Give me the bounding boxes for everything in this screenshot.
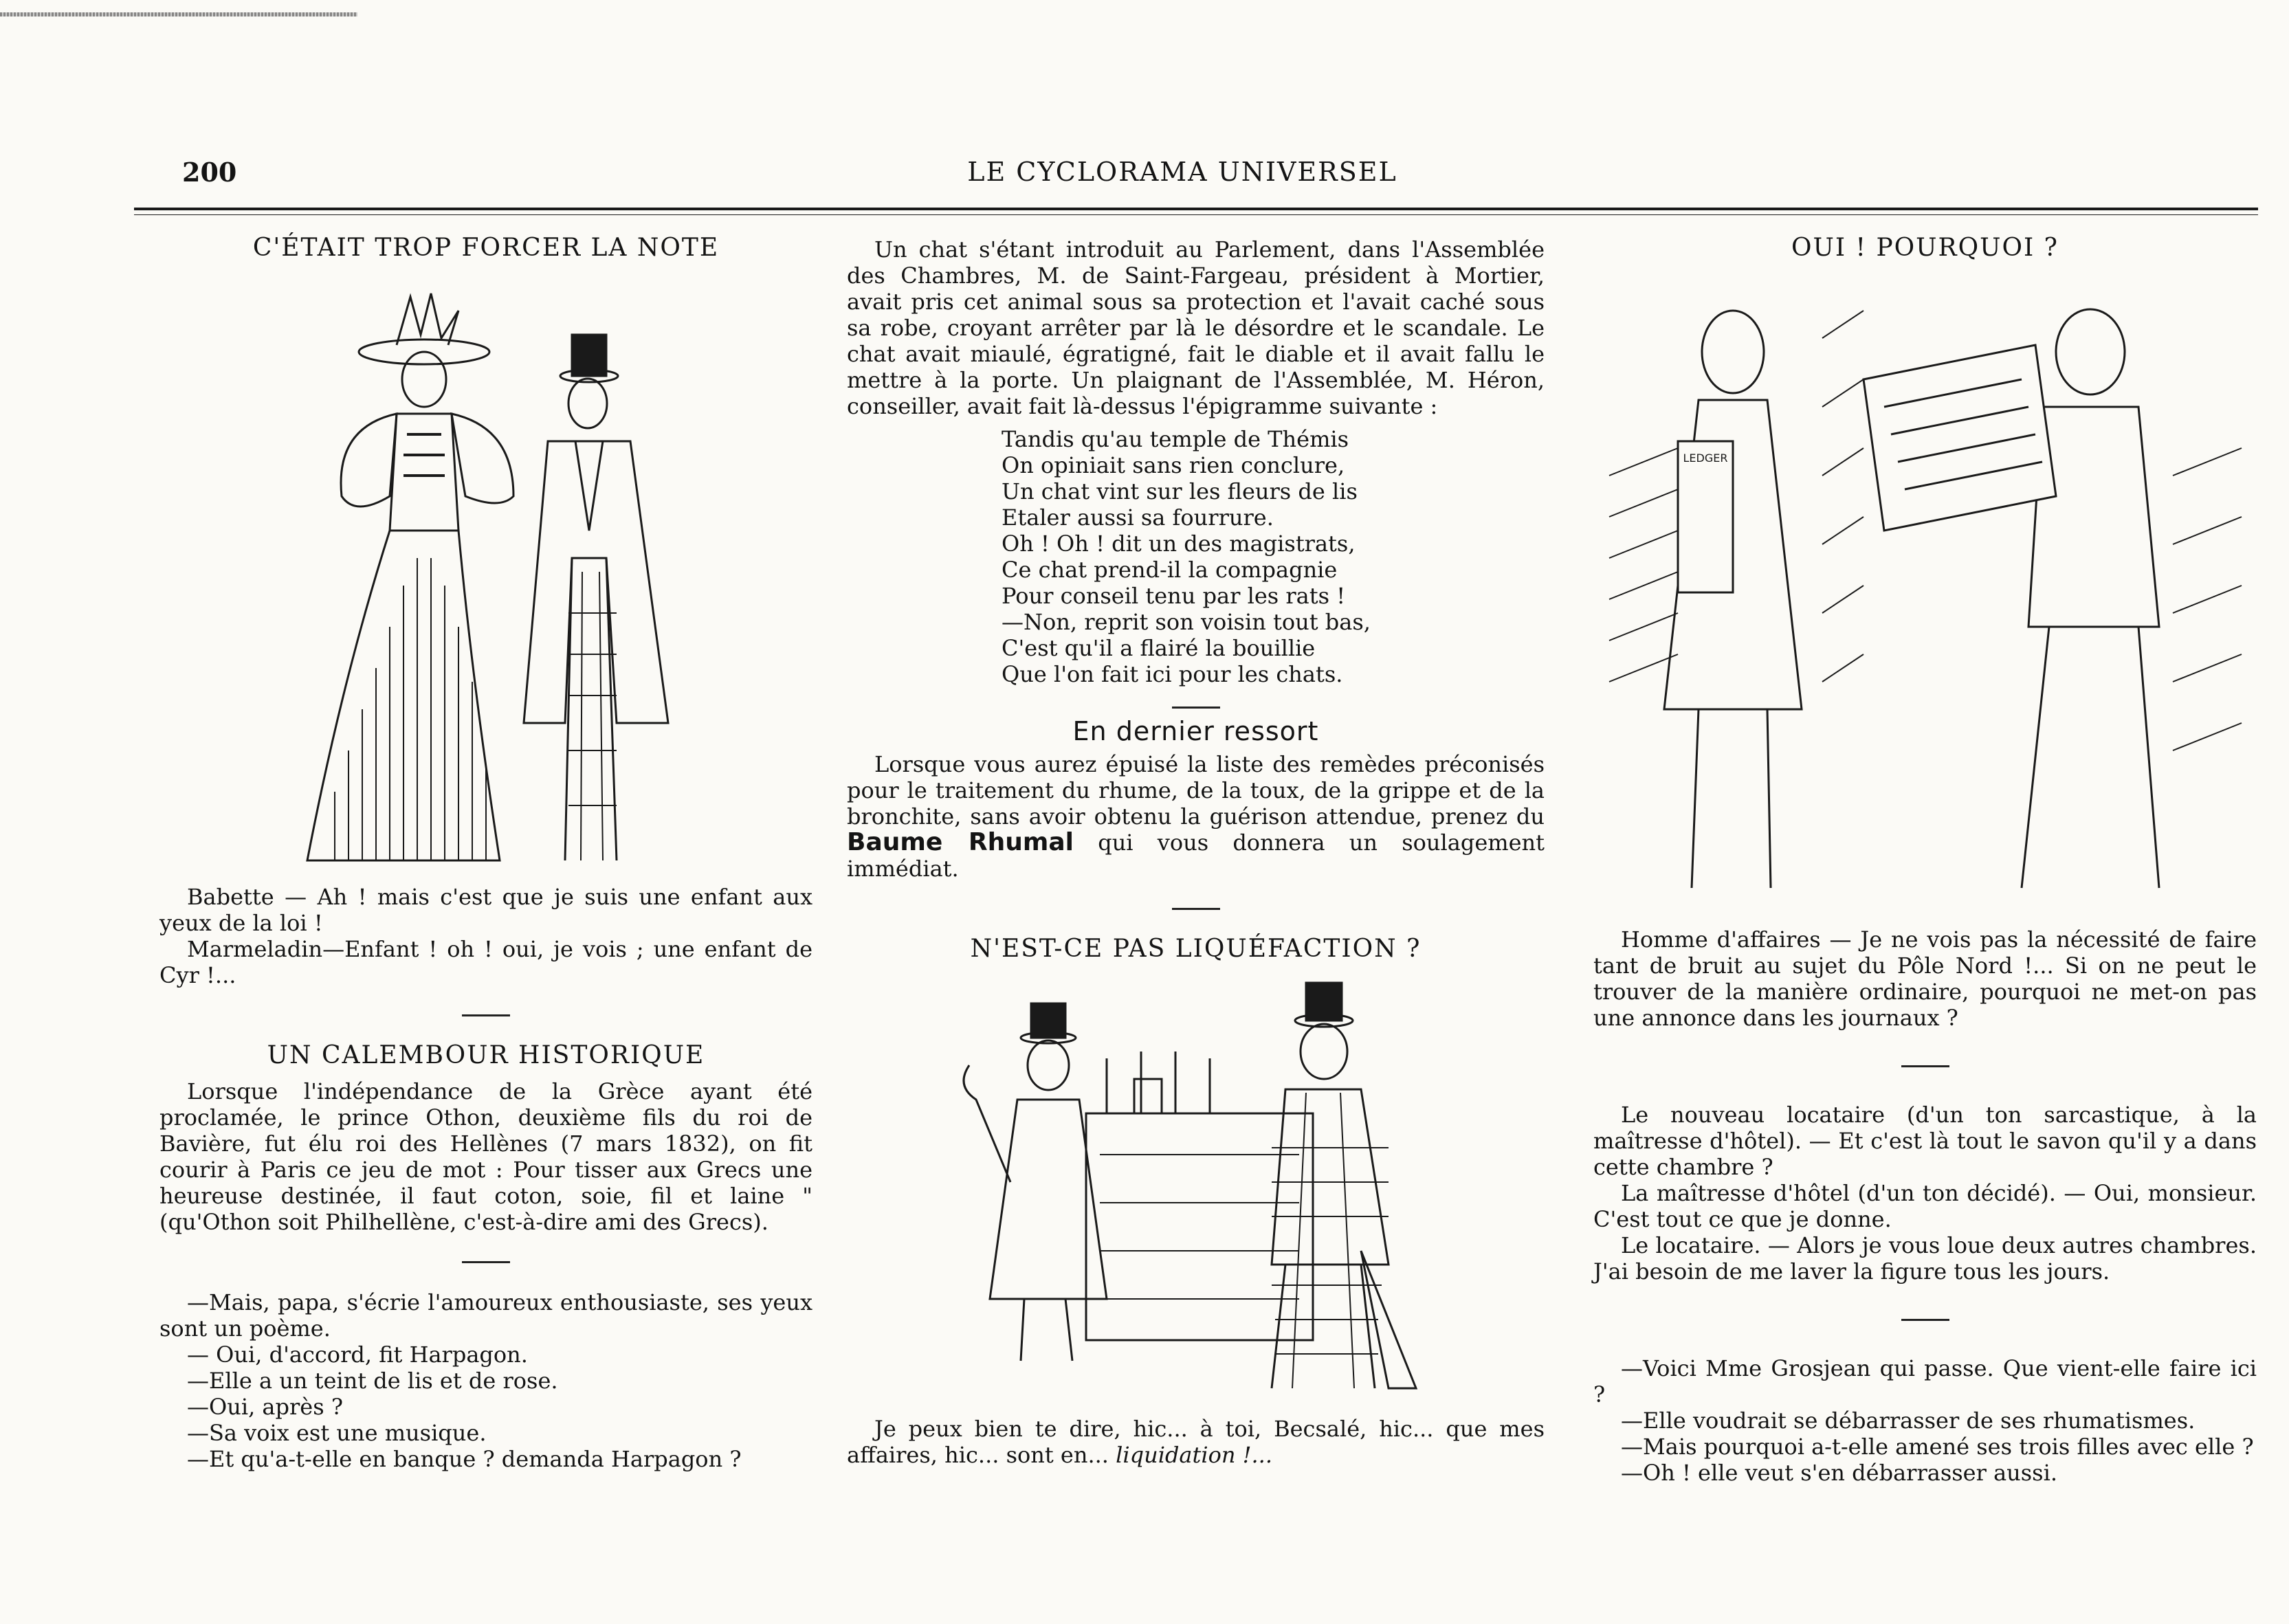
column-left <box>159 227 812 1472</box>
advertisement-title: En dernier ressort <box>1072 716 1319 746</box>
verse-line: On opiniait sans rien conclure, <box>1002 452 1345 478</box>
verse-line: Pour conseil tenu par les rats ! <box>1002 583 1346 609</box>
verse-line: Tandis qu'au temple de Thémis <box>1002 426 1349 452</box>
brand-name: Baume Rhumal <box>847 828 1074 856</box>
verse-line: Que l'on fait ici pour les chats. <box>1002 661 1343 687</box>
dialogue-line: — Oui, d'accord, fit Harpagon. <box>187 1342 528 1368</box>
separator-rule <box>462 1261 510 1263</box>
illustration-businessmen <box>1595 269 2255 915</box>
verse-line: C'est qu'il a flairé la bouillie <box>1002 635 1316 661</box>
verse-line: Oh ! Oh ! dit un des magistrats, <box>1002 531 1356 557</box>
dialogue-line: —Oui, après ? <box>187 1394 343 1420</box>
dialogue-babette: Babette — Ah ! mais c'est que je suis une enfant aux yeux de la loi ! <box>159 884 812 936</box>
ad-text-after: qui vous donnera un soulagement immédiat. <box>847 830 1545 882</box>
verse-line: Un chat vint sur les fleurs de lis <box>1002 478 1358 504</box>
running-title: LE CYCLORAMA UNIVERSEL <box>967 157 1397 187</box>
ledger-label: LEDGER <box>1683 452 1727 465</box>
caption-text: Je peux bien te dire, hic... à toi, Becsalé, hic... que mes affaires, hic... sont en... <box>847 1416 1545 1468</box>
epigram-verse <box>1002 426 1545 687</box>
separator-rule <box>462 1014 510 1016</box>
dialogue-line: Le nouveau locataire (d'un ton sarcastique, à la maîtresse d'hôtel). — Et c'est là tout le savon qu'il y a dans cette chambre ? <box>1593 1102 2257 1180</box>
verse-line: Ce chat prend-il la compagnie <box>1002 557 1338 583</box>
illustration-couple <box>294 269 678 874</box>
section-title: N'EST-CE PAS LIQUÉFACTION ? <box>970 935 1422 963</box>
separator-rule <box>1901 1065 1949 1067</box>
dialogue-line: La maîtresse d'hôtel (d'un ton décidé). — Oui, monsieur. C'est tout ce que je donne. <box>1593 1180 2257 1232</box>
paragraph: Un chat s'étant introduit au Parlement, dans l'Assemblée des Chambres, M. de Saint-Fargeau, président à Mortier, avait pris cet animal sous sa protection et l'avait caché sous sa robe, croyant arrêter par là le désordre et le scandale. Le chat avait miaulé, égratigné, fait le diable et il avait fallu le mettre à la porte. Un plaignant de l'Assemblée, M. Héron, conseiller, avait fait là-dessus l'épigramme suivante : <box>847 236 1545 419</box>
dialogue-line: —Mais pourquoi a-t-elle amené ses trois filles avec elle ? <box>1621 1434 2254 1460</box>
section-title: OUI ! POURQUOI ? <box>1791 234 2059 262</box>
dialogue-line: —Oh ! elle veut s'en débarrasser aussi. <box>1621 1460 2057 1486</box>
column-middle <box>847 227 1545 1468</box>
header-rule-thin <box>134 214 2258 215</box>
scan-edge-mark <box>0 12 357 16</box>
dialogue-line: —Et qu'a-t-elle en banque ? demanda Harpagon ? <box>187 1446 742 1472</box>
verse-line: —Non, reprit son voisin tout bas, <box>1002 609 1371 635</box>
dialogue-line: —Sa voix est une musique. <box>187 1420 487 1446</box>
dialogue-marmeladin: Marmeladin—Enfant ! oh ! oui, je vois ; une enfant de Cyr !... <box>159 936 812 988</box>
illustration-bar-scene <box>949 976 1444 1402</box>
ad-text-before: Lorsque vous aurez épuisé la liste des remèdes préconisés pour le traitement du rhume, de la toux, de la grippe et de la bronchite, sans avoir obtenu la guérison attendue, prenez du <box>847 751 1545 830</box>
dialogue-businessman: Homme d'affaires — Je ne vois pas la nécessité de faire tant de bruit au sujet du Pôle Nord !... Si on ne peut le trouver de la manière ordinaire, pourquoi ne met-on pas une annonce dans les journaux ? <box>1593 926 2257 1031</box>
separator-rule <box>1901 1319 1949 1321</box>
dialogue-line: —Elle a un teint de lis et de rose. <box>187 1368 558 1394</box>
column-right <box>1593 227 2257 1486</box>
illustration-caption <box>847 1416 1545 1468</box>
dialogue-line: —Mais, papa, s'écrie l'amoureux enthousiaste, ses yeux sont un poème. <box>159 1289 812 1342</box>
dialogue-line: —Elle voudrait se débarrasser de ses rhumatismes. <box>1621 1408 2196 1434</box>
header-rule <box>134 208 2258 210</box>
separator-rule <box>1172 707 1220 709</box>
dialogue-line: —Voici Mme Grosjean qui passe. Que vient-elle faire ici ? <box>1593 1355 2257 1408</box>
page-number: 200 <box>182 157 237 188</box>
caption-italic: liquidation !... <box>1116 1442 1273 1468</box>
section-title: C'ÉTAIT TROP FORCER LA NOTE <box>252 234 720 262</box>
dialogue-line: Le locataire. — Alors je vous loue deux autres chambres. J'ai besoin de me laver la figure tous les jours. <box>1593 1232 2257 1284</box>
paragraph: Lorsque l'indépendance de la Grèce ayant été proclamée, le prince Othon, deuxième fils du roi de Bavière, fut élu roi des Hellènes (7 mars 1832), on fit courir à Paris ce jeu de mot : Pour tisser aux Grecs une heureuse destinée, il faut coton, soie, fil et laine " (qu'Othon soit Philhellène, c'est-à-dire ami des Grecs). <box>159 1078 812 1235</box>
section-title: UN CALEMBOUR HISTORIQUE <box>267 1041 705 1069</box>
advertisement-text <box>847 751 1545 882</box>
separator-rule <box>1172 908 1220 910</box>
verse-line: Etaler aussi sa fourrure. <box>1002 504 1274 531</box>
